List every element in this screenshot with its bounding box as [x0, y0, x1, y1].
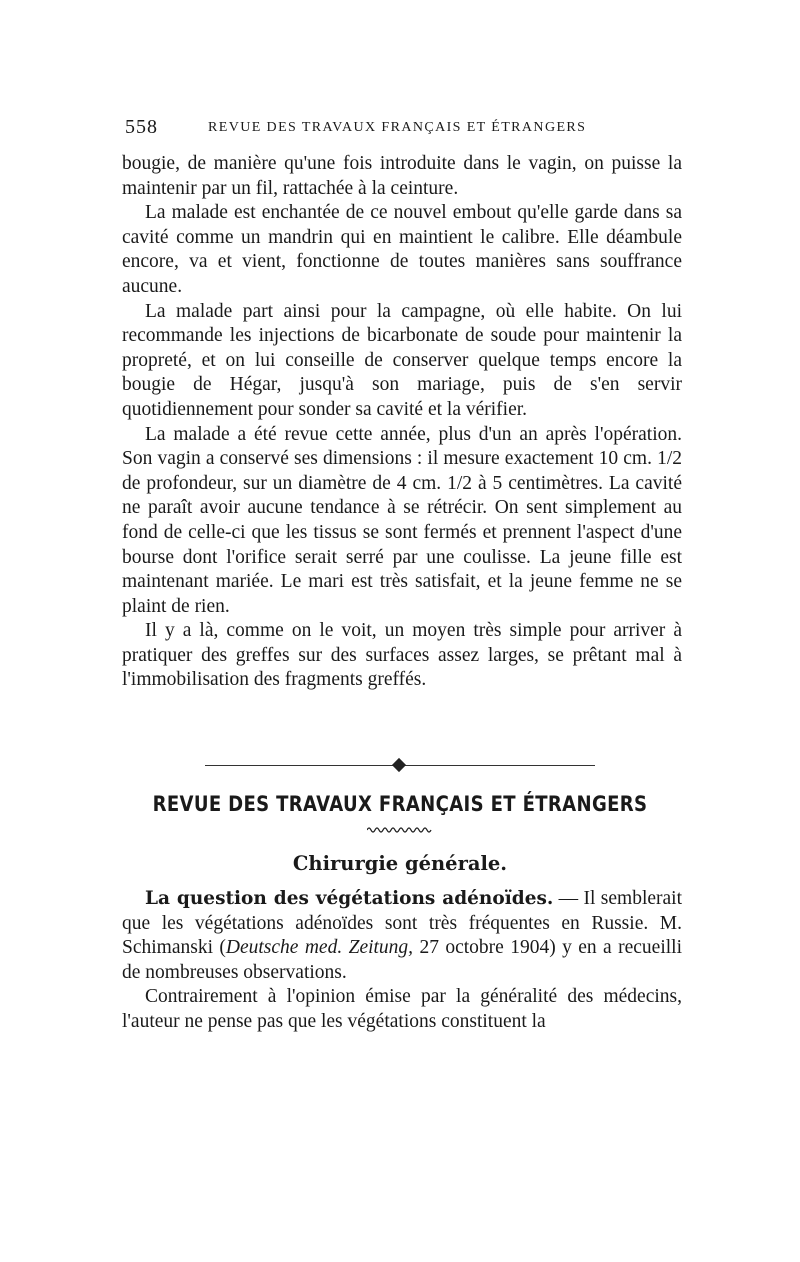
- text-run: — Il semblerait que les végétations adénoïdes sont très fréquentes en Russie. M. Schimanski (: [122, 888, 683, 959]
- running-title: REVUE DES TRAVAUX FRANÇAIS ET ÉTRANGERS: [208, 120, 587, 135]
- paragraph: bougie, de manière qu'une fois introduite dans le vagin, on puisse la maintenir par un fil, rattachée à la ceinture.: [122, 153, 682, 199]
- text-run: 27 octobre 1904) y en a recueilli de nombreuses observations.: [122, 937, 682, 983]
- article-title: La question des végétations adénoïdes.: [145, 888, 554, 909]
- journal-citation: Deutsche med. Zeitung,: [225, 937, 414, 959]
- section-subheading: Chirurgie générale.: [292, 852, 508, 875]
- paragraph: La malade a été revue cette année, plus d'un an après l'opération. Son vagin a conservé ses dimensions : il mesure exactement 10 cm. 1/2 de profondeur, sur un diamètre de 4 cm. 1/2 à 5 centimètres. La cavité ne paraît avoir aucune tendance à se rétrécir. On sent simplement au fond de celle-ci que les tissus se sont fermés et prennent l'aspect d'une bourse dont l'orifice serait serré par une coulisse. La jeune fille est maintenant mariée. Le mari est très satisfait, et la jeune femme ne se plaint de rien.: [122, 423, 682, 617]
- page-number: 558: [125, 116, 158, 138]
- article-continuation: [122, 152, 682, 693]
- section-heading: REVUE DES TRAVAUX FRANÇAIS ET ÉTRANGERS: [152, 792, 648, 816]
- paragraph: La malade est enchantée de ce nouvel embout qu'elle garde dans sa cavité comme un mandrin qui en maintient le calibre. Elle déambule encore, va et vient, fonctionne de toutes manières sans souffrance aucune.: [122, 202, 682, 297]
- diamond-ornament-icon: [392, 758, 406, 772]
- squiggle-ornament-icon: [367, 826, 433, 834]
- paragraph: [122, 887, 682, 985]
- paragraph: Contrairement à l'opinion émise par la généralité des médecins, l'auteur ne pense pas que les végétations constituent la: [122, 986, 682, 1032]
- paragraph: La malade part ainsi pour la campagne, où elle habite. On lui recommande les injections de bicarbonate de soude pour maintenir la propreté, et on lui conseille de conserver quelque temps encore la bougie de Hégar, jusqu'à son mariage, puis de s'en servir quotidiennement pour sonder sa cavité et la vérifier.: [122, 300, 682, 420]
- paragraph: Il y a là, comme on le voit, un moyen très simple pour arriver à pratiquer des greffes sur des surfaces assez larges, se prêtant mal à l'immobilisation des fragments greffés.: [122, 620, 682, 691]
- article-adenoides: [122, 887, 682, 1035]
